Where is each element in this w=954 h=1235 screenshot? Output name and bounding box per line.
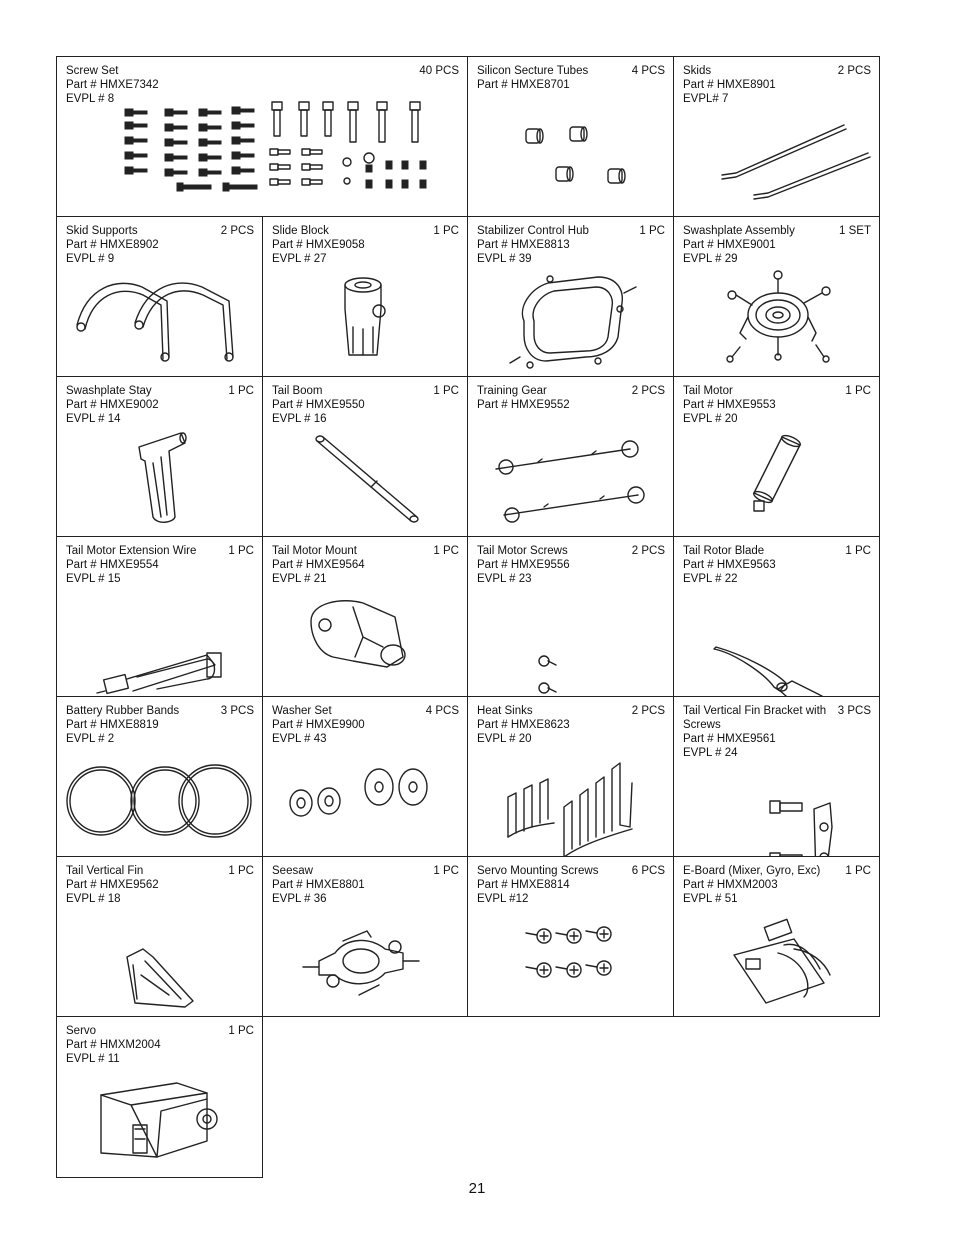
part-name: Tail Motor Mount xyxy=(272,545,358,557)
part-evpl: EVPL # 36 xyxy=(272,893,327,905)
part-cell-screw-set xyxy=(56,56,468,217)
part-qty: 2 PCS xyxy=(631,385,665,397)
part-evpl: EVPL #12 xyxy=(477,893,529,905)
part-evpl: EVPL # 9 xyxy=(66,253,115,265)
part-qty: 1 PC xyxy=(639,225,665,237)
part-cell-slide-block xyxy=(262,216,468,377)
swashplate-icon xyxy=(674,217,880,377)
part-qty: 3 PCS xyxy=(220,705,254,717)
part-evpl: EVPL # 8 xyxy=(66,93,115,105)
part-evpl: EVPL # 29 xyxy=(683,253,738,265)
part-name: Servo Mounting Screws xyxy=(477,865,599,877)
washer-set-icon xyxy=(263,697,468,857)
part-evpl: EVPL # 39 xyxy=(477,253,532,265)
skid-supports-icon xyxy=(57,217,263,377)
part-cell-e-board xyxy=(673,856,880,1017)
part-number: Part # HMXM2003 xyxy=(683,879,778,891)
part-cell-skid-supports xyxy=(56,216,263,377)
part-name: Skid Supports xyxy=(66,225,138,237)
part-evpl: EVPL # 22 xyxy=(683,573,738,585)
page-number: 21 xyxy=(468,1180,486,1197)
part-number: Part # HMXM2004 xyxy=(66,1039,161,1051)
silicone-tubes-icon xyxy=(468,57,674,217)
part-number: Part # HMXE9564 xyxy=(272,559,365,571)
training-gear-icon xyxy=(468,377,674,537)
part-name: Heat Sinks xyxy=(477,705,533,717)
part-evpl: EVPL # 15 xyxy=(66,573,121,585)
part-qty: 4 PCS xyxy=(425,705,459,717)
part-cell-rubber-bands xyxy=(56,696,263,857)
part-number: Part # HMXE9900 xyxy=(272,719,365,731)
part-name: Tail Motor Extension Wire xyxy=(66,545,197,557)
part-number: Part # HMXE9058 xyxy=(272,239,365,251)
stabilizer-hub-icon xyxy=(468,217,674,377)
part-qty: 1 PC xyxy=(433,385,459,397)
part-cell-vertical-fin xyxy=(56,856,263,1017)
part-evpl: EVPL # 23 xyxy=(477,573,532,585)
parts-grid xyxy=(56,56,880,1178)
part-qty: 1 PC xyxy=(228,545,254,557)
swashplate-stay-icon xyxy=(57,377,263,537)
vertical-fin-icon xyxy=(57,857,263,1017)
part-name: Tail Motor xyxy=(683,385,733,397)
part-evpl: EVPL # 2 xyxy=(66,733,115,745)
part-number: Part # HMXE7342 xyxy=(66,79,159,91)
part-cell-fin-bracket xyxy=(673,696,880,857)
part-cell-swashplate-stay xyxy=(56,376,263,537)
part-name: Screw Set xyxy=(66,65,119,77)
part-qty: 40 PCS xyxy=(419,65,459,77)
fin-bracket-icon xyxy=(674,697,880,857)
part-name: Tail Motor Screws xyxy=(477,545,568,557)
part-cell-tail-rotor-blade xyxy=(673,536,880,697)
part-number: Part # HMXE9552 xyxy=(477,399,570,411)
servo-icon xyxy=(57,1017,263,1178)
part-name: Silicon Secture Tubes xyxy=(477,65,589,77)
part-qty: 1 PC xyxy=(228,385,254,397)
extension-wire-icon xyxy=(57,537,263,697)
heat-sinks-icon xyxy=(468,697,674,857)
part-evpl: EVPL # 14 xyxy=(66,413,121,425)
part-number: Part # HMXE8701 xyxy=(477,79,570,91)
part-number: Part # HMXE9556 xyxy=(477,559,570,571)
part-evpl: EVPL # 27 xyxy=(272,253,327,265)
screw-set-icon xyxy=(57,57,468,217)
part-qty: 1 PC xyxy=(228,1025,254,1037)
part-number: Part # HMXE8623 xyxy=(477,719,570,731)
part-qty: 1 PC xyxy=(433,865,459,877)
skids-icon xyxy=(674,57,880,217)
part-cell-training-gear xyxy=(467,376,674,537)
part-name: Slide Block xyxy=(272,225,329,237)
part-name: Tail Rotor Blade xyxy=(683,545,765,557)
part-cell-swashplate xyxy=(673,216,880,377)
part-qty: 1 PC xyxy=(845,385,871,397)
part-evpl: EVPL# 7 xyxy=(683,93,729,105)
part-evpl: EVPL # 20 xyxy=(477,733,532,745)
part-number: Part # HMXE8801 xyxy=(272,879,365,891)
part-qty: 1 PC xyxy=(433,225,459,237)
part-name: Tail Boom xyxy=(272,385,323,397)
part-cell-servo xyxy=(56,1016,263,1178)
part-qty: 1 PC xyxy=(845,865,871,877)
part-number: Part # HMXE9554 xyxy=(66,559,159,571)
part-evpl: EVPL # 16 xyxy=(272,413,327,425)
part-qty: 2 PCS xyxy=(631,545,665,557)
part-number: Part # HMXE8901 xyxy=(683,79,776,91)
part-cell-motor-screws xyxy=(467,536,674,697)
part-name: Servo xyxy=(66,1025,97,1037)
part-qty: 6 PCS xyxy=(631,865,665,877)
part-number: Part # HMXE8814 xyxy=(477,879,570,891)
slide-block-icon xyxy=(263,217,468,377)
part-qty: 1 PC xyxy=(433,545,459,557)
part-cell-tail-boom xyxy=(262,376,468,537)
part-name: Training Gear xyxy=(477,385,547,397)
part-name: Washer Set xyxy=(272,705,332,717)
servo-screws-icon xyxy=(468,857,674,1017)
part-name: Tail Vertical Fin xyxy=(66,865,144,877)
part-number: Part # HMXE8902 xyxy=(66,239,159,251)
part-qty: 4 PCS xyxy=(631,65,665,77)
e-board-icon xyxy=(674,857,880,1017)
tail-motor-icon xyxy=(674,377,880,537)
part-evpl: EVPL # 43 xyxy=(272,733,327,745)
part-evpl: EVPL # 20 xyxy=(683,413,738,425)
part-cell-stabilizer-hub xyxy=(467,216,674,377)
part-evpl: EVPL # 18 xyxy=(66,893,121,905)
part-name: Battery Rubber Bands xyxy=(66,705,180,717)
tail-boom-icon xyxy=(263,377,468,537)
part-evpl: EVPL # 21 xyxy=(272,573,327,585)
part-qty: 1 PC xyxy=(228,865,254,877)
part-evpl: EVPL # 51 xyxy=(683,893,738,905)
part-cell-washer-set xyxy=(262,696,468,857)
part-cell-silicone-tubes xyxy=(467,56,674,217)
part-evpl: EVPL # 24 xyxy=(683,747,738,759)
part-qty: 2 PCS xyxy=(220,225,254,237)
part-number: Part # HMXE9001 xyxy=(683,239,776,251)
part-name: Tail Vertical Fin Bracket with Screws xyxy=(683,705,827,731)
part-number: Part # HMXE9550 xyxy=(272,399,365,411)
part-number: Part # HMXE9563 xyxy=(683,559,776,571)
part-cell-tail-motor xyxy=(673,376,880,537)
part-name: Skids xyxy=(683,65,712,77)
part-cell-servo-screws xyxy=(467,856,674,1017)
part-cell-skids xyxy=(673,56,880,217)
part-cell-seesaw xyxy=(262,856,468,1017)
part-name: E-Board (Mixer, Gyro, Exc) xyxy=(683,865,821,877)
part-cell-heat-sinks xyxy=(467,696,674,857)
part-number: Part # HMXE8813 xyxy=(477,239,570,251)
part-qty: 1 PC xyxy=(845,545,871,557)
part-evpl: EVPL # 11 xyxy=(66,1053,120,1065)
tail-rotor-blade-icon xyxy=(674,537,880,697)
part-number: Part # HMXE9553 xyxy=(683,399,776,411)
part-number: Part # HMXE9002 xyxy=(66,399,159,411)
part-cell-motor-mount xyxy=(262,536,468,697)
part-number: Part # HMXE8819 xyxy=(66,719,159,731)
part-qty: 3 PCS xyxy=(837,705,871,717)
motor-mount-icon xyxy=(263,537,468,697)
part-qty: 2 PCS xyxy=(837,65,871,77)
part-name: Stabilizer Control Hub xyxy=(477,225,589,237)
seesaw-icon xyxy=(263,857,468,1017)
rubber-bands-icon xyxy=(57,697,263,857)
part-name: Seesaw xyxy=(272,865,313,877)
motor-screws-icon xyxy=(468,537,674,697)
part-cell-extension-wire xyxy=(56,536,263,697)
part-name: Swashplate Assembly xyxy=(683,225,795,237)
part-qty: 2 PCS xyxy=(631,705,665,717)
part-number: Part # HMXE9561 xyxy=(683,733,776,745)
part-name: Swashplate Stay xyxy=(66,385,152,397)
part-number: Part # HMXE9562 xyxy=(66,879,159,891)
part-qty: 1 SET xyxy=(839,225,871,237)
